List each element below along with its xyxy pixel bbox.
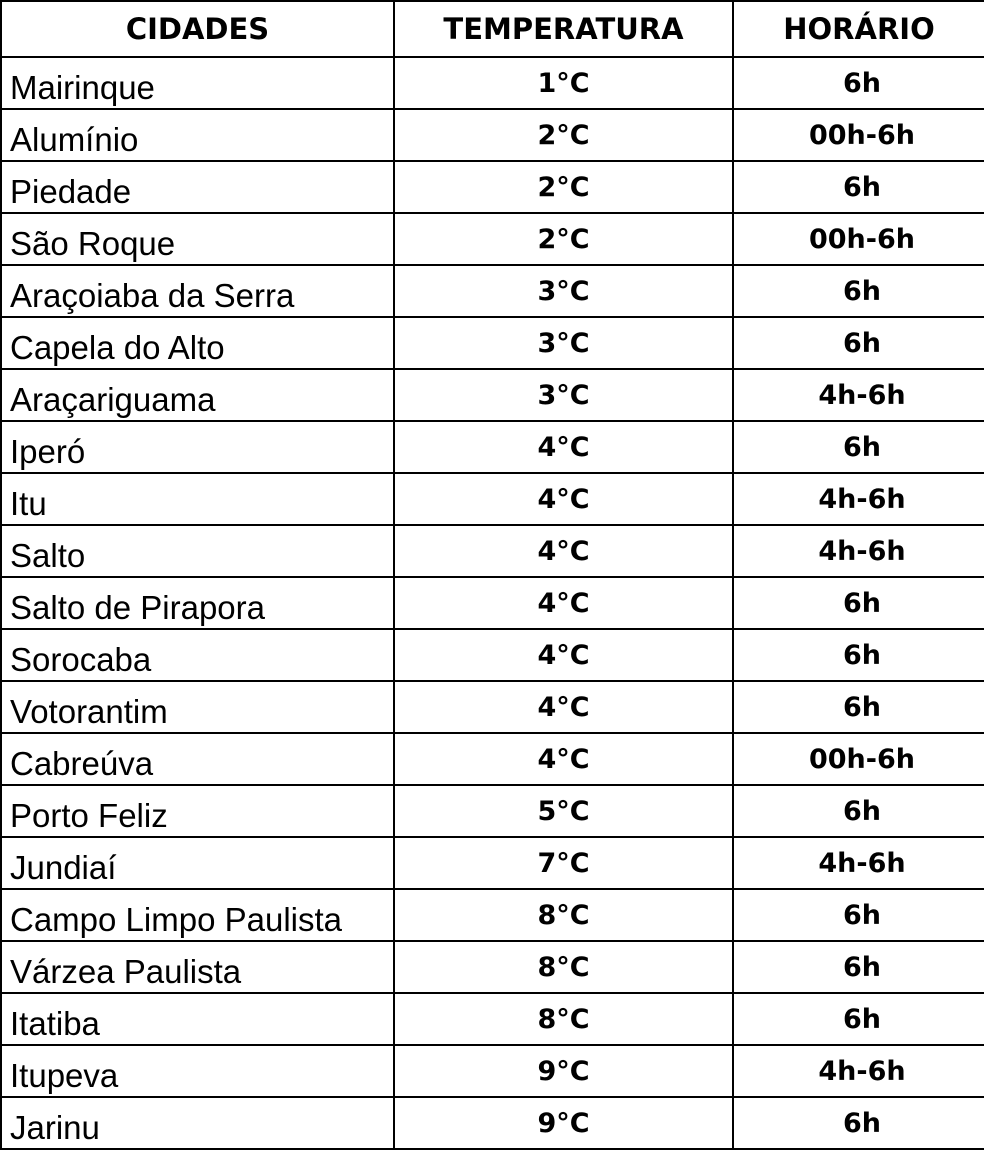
city-cell: Iperó bbox=[1, 421, 394, 473]
time-cell: 6h bbox=[733, 681, 984, 733]
temperature-cell: 4°C bbox=[394, 681, 733, 733]
time-cell: 6h bbox=[733, 889, 984, 941]
temperature-cell: 4°C bbox=[394, 629, 733, 681]
table-row bbox=[1, 213, 984, 265]
table-row bbox=[1, 889, 984, 941]
city-cell: Araçoiaba da Serra bbox=[1, 265, 394, 317]
time-cell: 4h-6h bbox=[733, 473, 984, 525]
header-time: HORÁRIO bbox=[733, 1, 984, 57]
city-cell: Porto Feliz bbox=[1, 785, 394, 837]
table-row bbox=[1, 785, 984, 837]
city-cell: Várzea Paulista bbox=[1, 941, 394, 993]
header-temperature: TEMPERATURA bbox=[394, 1, 733, 57]
temperature-cell: 8°C bbox=[394, 993, 733, 1045]
city-cell: Campo Limpo Paulista bbox=[1, 889, 394, 941]
temperature-cell: 5°C bbox=[394, 785, 733, 837]
time-cell: 6h bbox=[733, 629, 984, 681]
time-cell: 6h bbox=[733, 993, 984, 1045]
time-cell: 00h-6h bbox=[733, 109, 984, 161]
temperature-cell: 7°C bbox=[394, 837, 733, 889]
time-cell: 4h-6h bbox=[733, 369, 984, 421]
table-row bbox=[1, 733, 984, 785]
temperature-cell: 2°C bbox=[394, 161, 733, 213]
time-cell: 6h bbox=[733, 785, 984, 837]
city-cell: Alumínio bbox=[1, 109, 394, 161]
table-row bbox=[1, 473, 984, 525]
city-cell: Jundiaí bbox=[1, 837, 394, 889]
city-cell: Itupeva bbox=[1, 1045, 394, 1097]
city-cell: Itatiba bbox=[1, 993, 394, 1045]
temperature-cell: 3°C bbox=[394, 369, 733, 421]
temperature-cell: 3°C bbox=[394, 317, 733, 369]
header-row bbox=[1, 1, 984, 57]
time-cell: 6h bbox=[733, 1097, 984, 1149]
temperature-cell: 1°C bbox=[394, 57, 733, 109]
time-cell: 6h bbox=[733, 265, 984, 317]
time-cell: 6h bbox=[733, 577, 984, 629]
table-row bbox=[1, 161, 984, 213]
table-row bbox=[1, 1097, 984, 1149]
table-row bbox=[1, 109, 984, 161]
city-cell: Cabreúva bbox=[1, 733, 394, 785]
table-row bbox=[1, 681, 984, 733]
temperature-cell: 8°C bbox=[394, 889, 733, 941]
time-cell: 6h bbox=[733, 57, 984, 109]
temperature-cell: 8°C bbox=[394, 941, 733, 993]
city-cell: Mairinque bbox=[1, 57, 394, 109]
header-cities: CIDADES bbox=[1, 1, 394, 57]
city-cell: Sorocaba bbox=[1, 629, 394, 681]
temperature-cell: 3°C bbox=[394, 265, 733, 317]
city-cell: Votorantim bbox=[1, 681, 394, 733]
time-cell: 6h bbox=[733, 317, 984, 369]
city-cell: Salto bbox=[1, 525, 394, 577]
time-cell: 00h-6h bbox=[733, 213, 984, 265]
table-row bbox=[1, 577, 984, 629]
city-cell: Salto de Pirapora bbox=[1, 577, 394, 629]
temperature-cell: 9°C bbox=[394, 1097, 733, 1149]
temperature-cell: 4°C bbox=[394, 473, 733, 525]
time-cell: 4h-6h bbox=[733, 1045, 984, 1097]
time-cell: 6h bbox=[733, 161, 984, 213]
table-row bbox=[1, 629, 984, 681]
time-cell: 6h bbox=[733, 421, 984, 473]
city-cell: Jarinu bbox=[1, 1097, 394, 1149]
table-row bbox=[1, 941, 984, 993]
city-cell: Itu bbox=[1, 473, 394, 525]
temperature-cell: 2°C bbox=[394, 109, 733, 161]
time-cell: 00h-6h bbox=[733, 733, 984, 785]
city-cell: Araçariguama bbox=[1, 369, 394, 421]
time-cell: 6h bbox=[733, 941, 984, 993]
time-cell: 4h-6h bbox=[733, 525, 984, 577]
city-cell: São Roque bbox=[1, 213, 394, 265]
temperature-cell: 4°C bbox=[394, 577, 733, 629]
temperature-cell: 4°C bbox=[394, 525, 733, 577]
table-row bbox=[1, 421, 984, 473]
city-cell: Capela do Alto bbox=[1, 317, 394, 369]
temperature-cell: 4°C bbox=[394, 421, 733, 473]
table-row bbox=[1, 57, 984, 109]
table-row bbox=[1, 837, 984, 889]
table-row bbox=[1, 993, 984, 1045]
table-row bbox=[1, 1045, 984, 1097]
temperature-cell: 9°C bbox=[394, 1045, 733, 1097]
table-row bbox=[1, 369, 984, 421]
city-cell: Piedade bbox=[1, 161, 394, 213]
temperature-cell: 4°C bbox=[394, 733, 733, 785]
table-row bbox=[1, 317, 984, 369]
table-body bbox=[1, 57, 984, 1149]
temperature-cell: 2°C bbox=[394, 213, 733, 265]
table-row bbox=[1, 525, 984, 577]
time-cell: 4h-6h bbox=[733, 837, 984, 889]
table-row bbox=[1, 265, 984, 317]
